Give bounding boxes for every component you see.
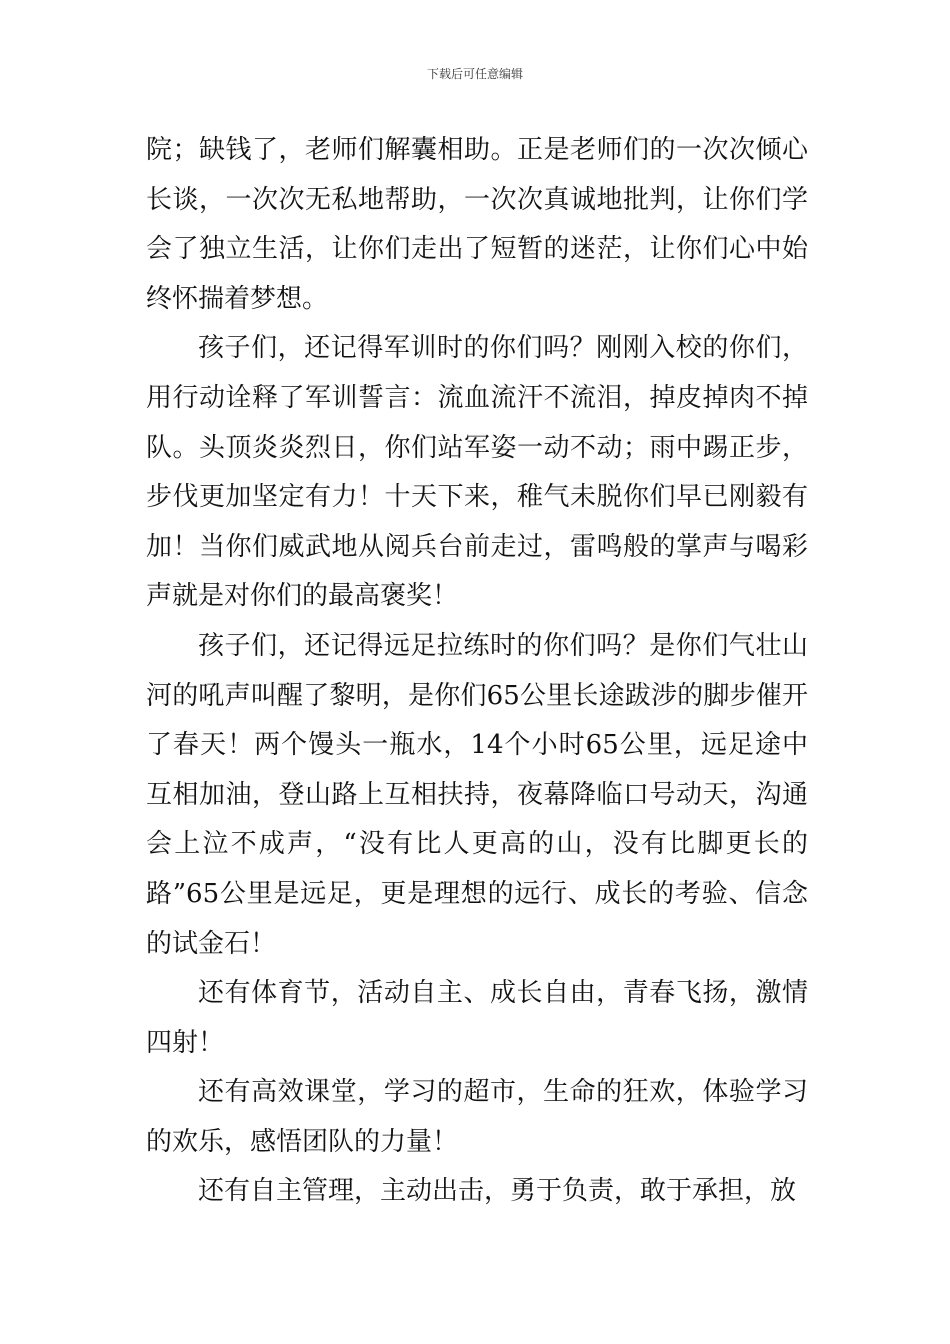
page-header: 下载后可任意编辑 — [426, 67, 523, 81]
document-body — [146, 126, 808, 1217]
paragraph-1: 院；缺钱了，老师们解囊相助。正是老师们的一次次倾心长谈，一次次无私地帮助，一次次真诚地批判，让你们学会了独立生活，让你们走出了短暂的迷茫，让你们心中始终怀揣着梦想。 — [146, 135, 808, 314]
paragraph-4: 还有体育节，活动自主、成长自由，青春飞扬，激情四射！ — [146, 978, 808, 1058]
paragraph-6: 还有自主管理，主动出击，勇于负责，敢于承担，放 — [198, 1176, 797, 1207]
paragraph-3: 孩子们，还记得远足拉练时的你们吗？是你们气壮山河的吼声叫醒了黎明，是你们65公里长途跋涉的脚步催开了春天！两个馒头一瓶水，14个小时65公里，远足途中互相加油，登山路上互相扶持，夜幕降临口号动天，沟通会上泣不成声，“没有比人更高的山，没有比脚更长的路”65公里是远足，更是理想的远行、成长的考验、信念的试金石！ — [146, 630, 808, 959]
paragraph-2: 孩子们，还记得军训时的你们吗？刚刚入校的你们，用行动诠释了军训誓言：流血流汗不流泪，掉皮掉肉不掉队。头顶炎炎烈日，你们站军姿一动不动；雨中踢正步，步伐更加坚定有力！十天下来，稚气未脱你们早已刚毅有加！当你们威武地从阅兵台前走过，雷鸣般的掌声与喝彩声就是对你们的最高褒奖！ — [146, 333, 808, 612]
paragraph-5: 还有高效课堂，学习的超市，生命的狂欢，体验学习的欢乐，感悟团队的力量！ — [146, 1077, 808, 1157]
